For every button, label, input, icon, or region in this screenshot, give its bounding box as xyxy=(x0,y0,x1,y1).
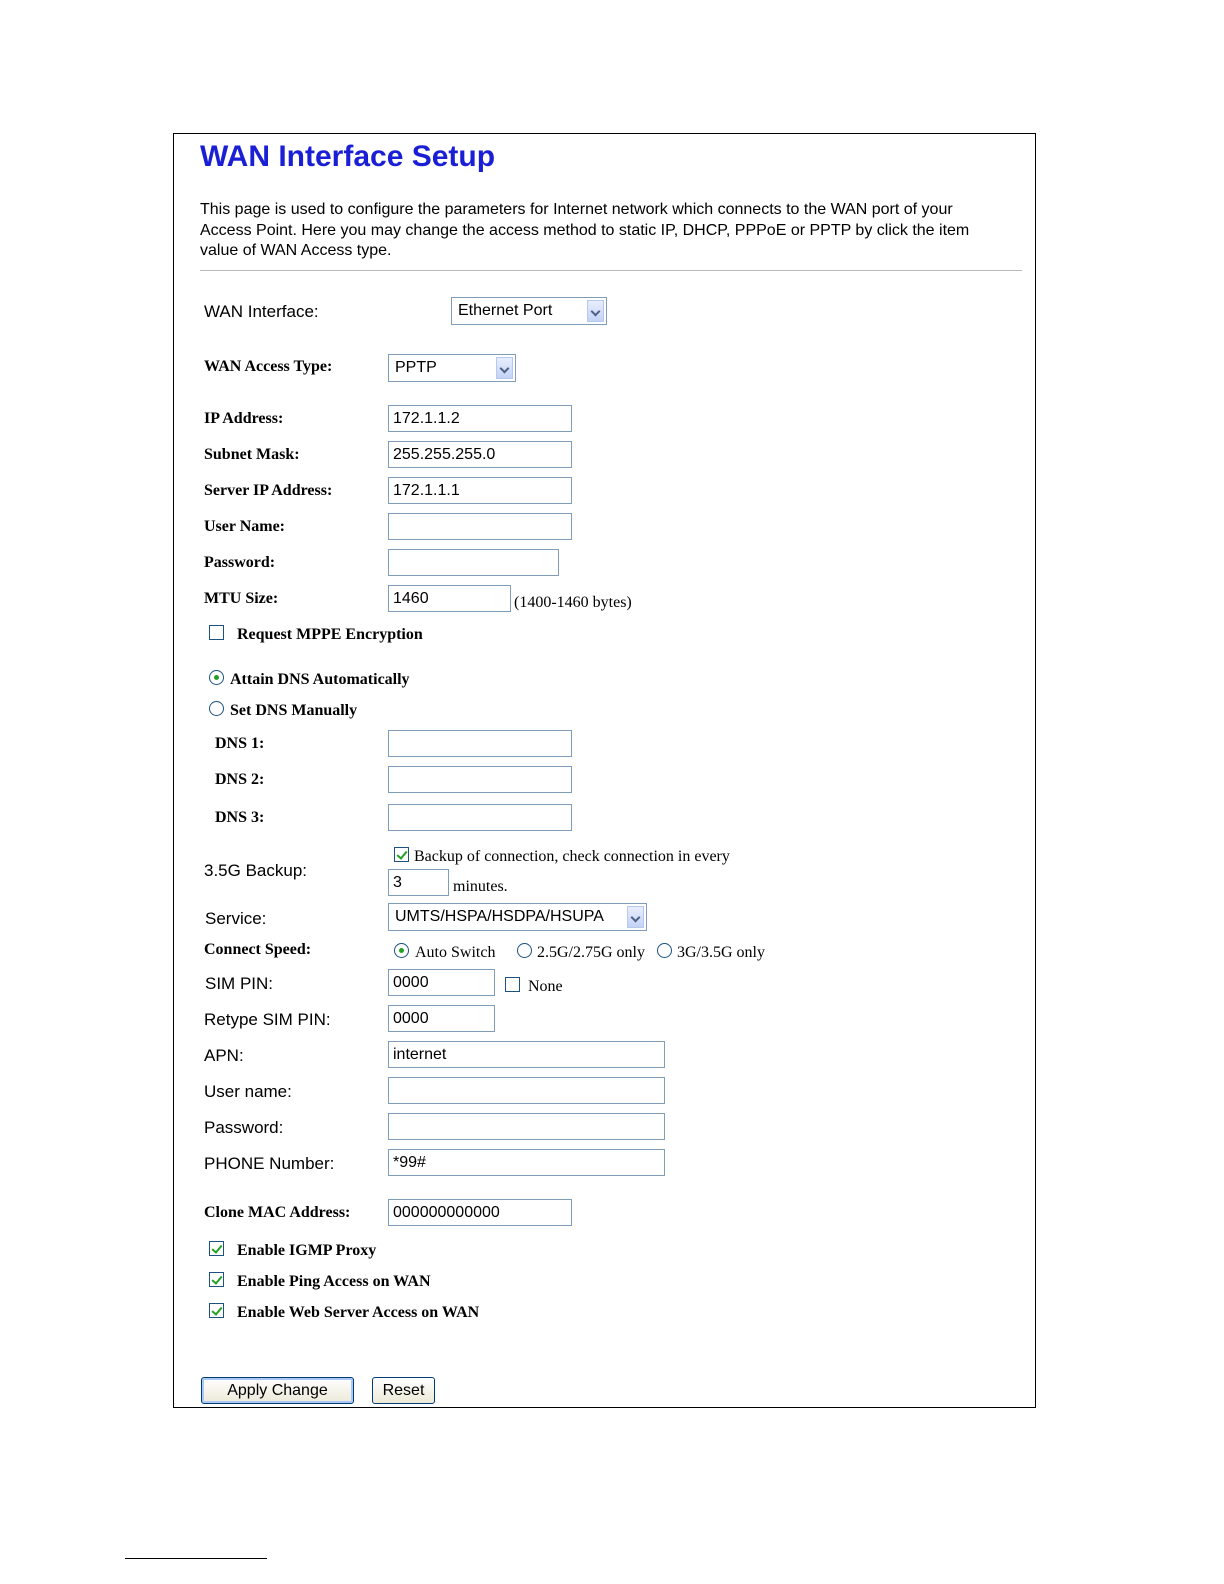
server-ip-label: Server IP Address: xyxy=(204,482,333,499)
chevron-down-icon xyxy=(496,357,513,379)
wan-interface-select[interactable] xyxy=(451,297,607,325)
subnet-mask-label: Subnet Mask: xyxy=(204,446,300,463)
minutes-label: minutes. xyxy=(453,878,508,895)
speed-auto-label: Auto Switch xyxy=(415,944,496,961)
speed-3g-radio[interactable] xyxy=(657,943,672,958)
backup-password-label: Password: xyxy=(204,1118,284,1137)
web-access-checkbox[interactable] xyxy=(209,1303,224,1318)
igmp-proxy-label: Enable IGMP Proxy xyxy=(237,1242,377,1259)
apn-label: APN: xyxy=(204,1046,244,1065)
user-name-input[interactable] xyxy=(388,513,572,540)
backup-checkbox[interactable] xyxy=(394,847,409,862)
wan-access-type-label: WAN Access Type: xyxy=(204,358,333,375)
speed-auto-radio[interactable] xyxy=(394,943,409,958)
dns1-input[interactable] xyxy=(388,730,572,757)
ping-access-checkbox[interactable] xyxy=(209,1272,224,1287)
igmp-proxy-checkbox[interactable] xyxy=(209,1241,224,1256)
retype-sim-pin-input[interactable]: 0000 xyxy=(388,1005,495,1032)
subnet-mask-input[interactable]: 255.255.255.0 xyxy=(388,441,572,468)
mtu-size-label: MTU Size: xyxy=(204,590,279,607)
backup-password-input[interactable] xyxy=(388,1113,665,1140)
phone-number-label: PHONE Number: xyxy=(204,1154,335,1173)
apn-input[interactable]: internet xyxy=(388,1041,665,1068)
backup-check-label: Backup of connection, check connection in every xyxy=(414,848,730,865)
dns-manual-label: Set DNS Manually xyxy=(230,702,358,719)
sim-pin-none-checkbox[interactable] xyxy=(505,977,520,992)
speed-25g-radio[interactable] xyxy=(517,943,532,958)
clone-mac-input[interactable]: 000000000000 xyxy=(388,1199,572,1226)
phone-number-input[interactable]: *99# xyxy=(388,1149,665,1176)
dns-auto-radio[interactable] xyxy=(209,670,224,685)
speed-25g-label: 2.5G/2.75G only xyxy=(537,944,645,961)
mtu-size-input[interactable]: 1460 xyxy=(388,585,511,612)
clone-mac-label: Clone MAC Address: xyxy=(204,1204,351,1221)
password-label: Password: xyxy=(204,554,276,571)
page-title: WAN Interface Setup xyxy=(200,140,496,173)
dns-auto-label: Attain DNS Automatically xyxy=(230,671,410,688)
service-select[interactable] xyxy=(388,903,647,931)
user-name-label: User Name: xyxy=(204,518,286,535)
dns-manual-radio[interactable] xyxy=(209,701,224,716)
reset-button[interactable]: Reset xyxy=(372,1377,435,1404)
ping-access-label: Enable Ping Access on WAN xyxy=(237,1273,431,1290)
backup-interval-input[interactable]: 3 xyxy=(388,869,449,896)
wan-access-type-select[interactable] xyxy=(388,354,516,382)
backup-user-name-input[interactable] xyxy=(388,1077,665,1104)
speed-3g-label: 3G/3.5G only xyxy=(677,944,765,961)
ip-address-label: IP Address: xyxy=(204,410,284,427)
retype-sim-pin-label: Retype SIM PIN: xyxy=(204,1010,331,1029)
web-access-label: Enable Web Server Access on WAN xyxy=(237,1304,480,1321)
sim-pin-label: SIM PIN: xyxy=(205,974,274,993)
mppe-checkbox[interactable] xyxy=(209,625,224,640)
page-description: This page is used to configure the parameters for Internet network which connects to the WAN port of your Access Point. Here you may change the access method to static IP, DHCP, PPPoE or PPTP by click the item value of WAN Access type. xyxy=(200,201,970,259)
chevron-down-icon xyxy=(587,300,604,322)
dns2-label: DNS 2: xyxy=(215,771,265,788)
connect-speed-label: Connect Speed: xyxy=(204,941,312,958)
service-label: Service: xyxy=(205,909,267,928)
service-value: UMTS/HSPA/HSDPA/HSUPA xyxy=(395,908,604,925)
dns2-input[interactable] xyxy=(388,766,572,793)
footnote-rule xyxy=(125,1558,267,1559)
server-ip-input[interactable]: 172.1.1.1 xyxy=(388,477,572,504)
password-input[interactable] xyxy=(388,549,559,576)
wan-access-type-value: PPTP xyxy=(395,359,437,376)
wan-setup-panel xyxy=(173,133,1036,1408)
sim-pin-none-label: None xyxy=(528,978,563,995)
backup-user-name-label: User name: xyxy=(204,1082,292,1101)
dns1-label: DNS 1: xyxy=(215,735,265,752)
wan-interface-value: Ethernet Port xyxy=(458,302,553,319)
dns3-input[interactable] xyxy=(388,804,572,831)
mppe-label: Request MPPE Encryption xyxy=(237,626,423,643)
divider xyxy=(200,270,1022,271)
wan-interface-label: WAN Interface: xyxy=(204,302,319,321)
dns3-label: DNS 3: xyxy=(215,809,265,826)
sim-pin-input[interactable]: 0000 xyxy=(388,969,495,996)
backup-label: 3.5G Backup: xyxy=(204,861,308,880)
chevron-down-icon xyxy=(627,906,644,928)
ip-address-input[interactable]: 172.1.1.2 xyxy=(388,405,572,432)
mtu-hint: (1400-1460 bytes) xyxy=(514,594,632,611)
apply-change-button[interactable]: Apply Change xyxy=(201,1377,354,1404)
